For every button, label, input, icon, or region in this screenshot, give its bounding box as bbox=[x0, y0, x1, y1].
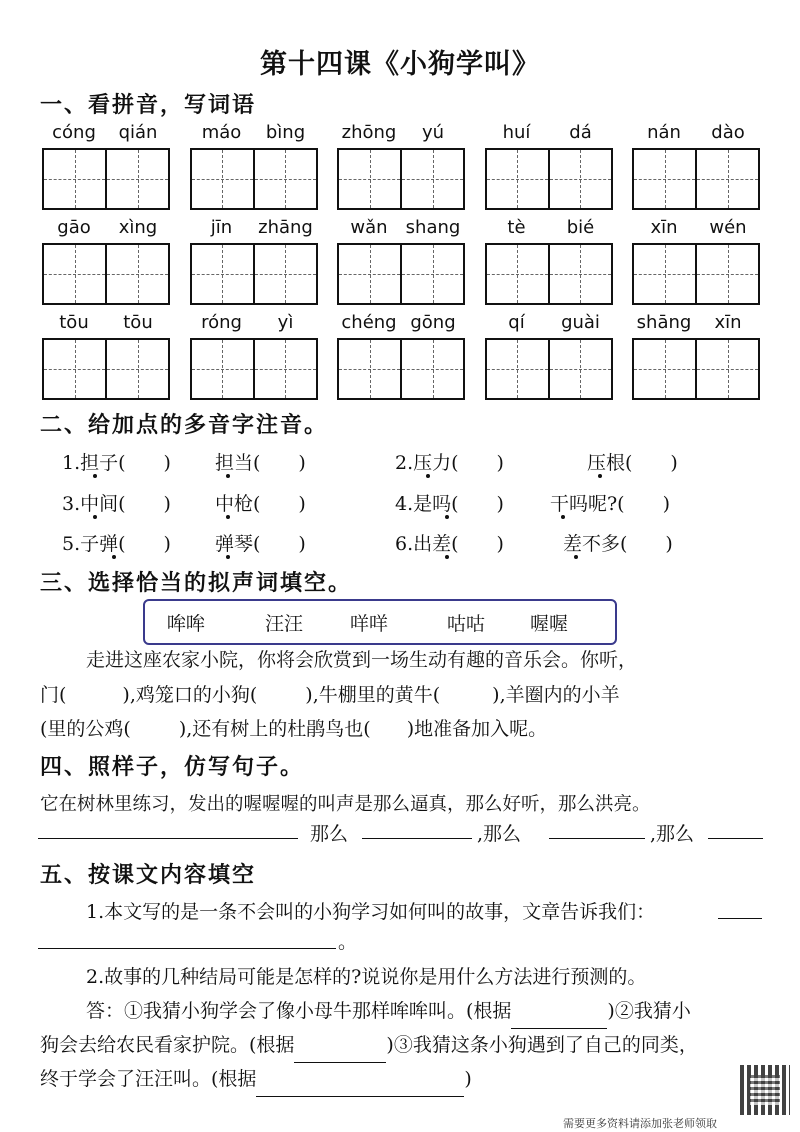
pinyin: róng bbox=[201, 312, 242, 333]
answer-line-1 bbox=[86, 994, 786, 1029]
word-cell bbox=[337, 308, 465, 400]
word-cell bbox=[190, 308, 318, 400]
writing-box[interactable] bbox=[44, 245, 105, 303]
word-cell bbox=[337, 118, 465, 210]
emphasis-dot bbox=[226, 515, 230, 519]
pinyin: shang bbox=[405, 217, 461, 238]
text: (里的公鸡( bbox=[40, 718, 131, 740]
poly-item: 2.压力( ) bbox=[395, 452, 504, 474]
writing-box[interactable] bbox=[339, 150, 400, 208]
footer-note: 需要更多资料请添加张老师领取 bbox=[563, 1117, 717, 1130]
answer-line-3 bbox=[40, 1062, 770, 1097]
emphasis-dot bbox=[93, 474, 97, 478]
pinyin: gāo bbox=[57, 217, 91, 238]
section-5-heading: 五、按课文内容填空 bbox=[40, 863, 257, 888]
answer-line[interactable] bbox=[708, 838, 763, 839]
answer-line[interactable] bbox=[549, 838, 645, 839]
word-cell bbox=[485, 213, 613, 305]
word-cell bbox=[632, 118, 760, 210]
word-cell bbox=[337, 213, 465, 305]
text: ) bbox=[464, 1068, 472, 1090]
blank[interactable] bbox=[511, 1006, 607, 1029]
pinyin: tè bbox=[507, 217, 526, 238]
pinyin: huí bbox=[502, 122, 531, 143]
word-cell bbox=[485, 118, 613, 210]
word-cell bbox=[42, 118, 170, 210]
word-cell bbox=[42, 213, 170, 305]
section-2-heading: 二、给加点的多音字注音。 bbox=[40, 413, 329, 438]
text: 终于学会了汪汪叫。(根据 bbox=[40, 1068, 257, 1090]
writing-box[interactable] bbox=[548, 340, 611, 398]
answer-line-2 bbox=[40, 1028, 770, 1063]
pinyin: cóng bbox=[52, 122, 96, 143]
emphasis-dot bbox=[112, 555, 116, 559]
writing-box[interactable] bbox=[105, 340, 168, 398]
pinyin: guài bbox=[561, 312, 600, 333]
text: 答：①我猜小狗学会了像小母牛那样哞哞叫。(根据 bbox=[86, 1000, 512, 1022]
word-option: 喔喔 bbox=[530, 612, 569, 635]
emphasis-dot bbox=[445, 515, 449, 519]
word-option: 哞哞 bbox=[167, 612, 206, 635]
connector-text: 那么 bbox=[310, 823, 349, 845]
section-4-heading: 四、照样子，仿写句子。 bbox=[40, 755, 305, 780]
word-cell bbox=[190, 118, 318, 210]
text: 狗会去给农民看家护院。(根据 bbox=[40, 1034, 295, 1056]
grid-row bbox=[42, 118, 760, 210]
writing-box[interactable] bbox=[695, 340, 758, 398]
writing-box[interactable] bbox=[192, 150, 253, 208]
word-option: 汪汪 bbox=[265, 612, 304, 635]
pinyin: jīn bbox=[210, 217, 233, 238]
word-bank bbox=[143, 599, 617, 645]
grid-row bbox=[42, 308, 760, 400]
pinyin: shāng bbox=[636, 312, 692, 333]
emphasis-dot bbox=[561, 515, 565, 519]
text: ),牛棚里的黄牛( bbox=[305, 684, 441, 706]
passage-line bbox=[40, 678, 770, 713]
emphasis-dot bbox=[598, 474, 602, 478]
pinyin: qí bbox=[508, 312, 525, 333]
blank[interactable] bbox=[256, 1074, 464, 1097]
writing-box[interactable] bbox=[105, 150, 168, 208]
writing-box[interactable] bbox=[339, 245, 400, 303]
pinyin: xīn bbox=[650, 217, 678, 238]
writing-box[interactable] bbox=[253, 340, 316, 398]
period: 。 bbox=[338, 931, 358, 953]
pinyin: wén bbox=[709, 217, 747, 238]
poly-item: 差不多( ) bbox=[563, 533, 673, 555]
passage-line: 走进这座农家小院，你将会欣赏到一场生动有趣的音乐会。你听， bbox=[86, 649, 638, 671]
text: ),还有树上的杜鹃鸟也( bbox=[178, 718, 371, 740]
poly-item: 4.是吗( ) bbox=[395, 493, 504, 515]
word-option: 咩咩 bbox=[350, 612, 389, 635]
emphasis-dot bbox=[226, 474, 230, 478]
pinyin: nán bbox=[647, 122, 681, 143]
pinyin: gōng bbox=[410, 312, 456, 333]
poly-item: 中枪( ) bbox=[215, 493, 306, 515]
answer-line[interactable] bbox=[362, 838, 472, 839]
writing-box[interactable] bbox=[400, 340, 463, 398]
pinyin: chéng bbox=[341, 312, 397, 333]
word-cell bbox=[190, 213, 318, 305]
answer-line[interactable] bbox=[38, 838, 298, 839]
text: )地准备加入呢。 bbox=[406, 718, 548, 740]
pinyin: zhōng bbox=[341, 122, 397, 143]
section-3-heading: 三、选择恰当的拟声词填空。 bbox=[40, 571, 353, 596]
pinyin: qián bbox=[118, 122, 158, 143]
connector-text: ,那么 bbox=[477, 823, 522, 845]
answer-line[interactable] bbox=[718, 918, 762, 919]
text: )②我猜小 bbox=[607, 1000, 691, 1022]
word-option: 咕咕 bbox=[447, 612, 486, 635]
pinyin: tōu bbox=[59, 312, 89, 333]
writing-box[interactable] bbox=[44, 340, 105, 398]
text: ),羊圈内的小羊 bbox=[492, 684, 620, 706]
qr-code-icon bbox=[740, 1065, 790, 1115]
pinyin: tōu bbox=[123, 312, 153, 333]
pinyin: zhāng bbox=[258, 217, 313, 238]
connector-text: ,那么 bbox=[650, 823, 695, 845]
word-cell bbox=[42, 308, 170, 400]
writing-box[interactable] bbox=[695, 245, 758, 303]
pinyin-grid bbox=[42, 118, 760, 403]
poly-item: 干吗呢?( ) bbox=[550, 493, 671, 515]
word-cell bbox=[485, 308, 613, 400]
writing-box[interactable] bbox=[548, 245, 611, 303]
pinyin: yì bbox=[277, 312, 294, 333]
answer-line[interactable] bbox=[38, 948, 336, 949]
writing-box[interactable] bbox=[548, 150, 611, 208]
writing-box[interactable] bbox=[400, 245, 463, 303]
pinyin: xīn bbox=[714, 312, 742, 333]
poly-item: 压根( ) bbox=[587, 452, 678, 474]
writing-box[interactable] bbox=[339, 340, 400, 398]
poly-item: 弹琴( ) bbox=[215, 533, 306, 555]
poly-item: 1.担子( ) bbox=[62, 452, 171, 474]
text: ),鸡笼口的小狗( bbox=[122, 684, 258, 706]
blank[interactable] bbox=[294, 1040, 386, 1063]
pinyin: bìng bbox=[265, 122, 306, 143]
text: 门( bbox=[40, 684, 67, 706]
pinyin: wǎn bbox=[350, 217, 388, 238]
pinyin: yú bbox=[421, 122, 445, 143]
example-sentence: 它在树林里练习，发出的喔喔喔的叫声是那么逼真，那么好听，那么洪亮。 bbox=[40, 794, 651, 815]
passage-line bbox=[40, 712, 770, 747]
writing-box[interactable] bbox=[634, 150, 695, 208]
section-1-heading: 一、看拼音，写词语 bbox=[40, 93, 257, 118]
pinyin: bié bbox=[566, 217, 595, 238]
poly-item: 6.出差( ) bbox=[395, 533, 504, 555]
pinyin: dá bbox=[569, 122, 592, 143]
poly-item: 担当( ) bbox=[215, 452, 306, 474]
poly-item: 3.中间( ) bbox=[62, 493, 171, 515]
text: )③我猜这条小狗遇到了自己的同类， bbox=[386, 1034, 698, 1056]
pinyin: dào bbox=[711, 122, 745, 143]
writing-box[interactable] bbox=[105, 245, 168, 303]
writing-box[interactable] bbox=[695, 150, 758, 208]
emphasis-dot bbox=[226, 555, 230, 559]
emphasis-dot bbox=[574, 555, 578, 559]
writing-box[interactable] bbox=[253, 245, 316, 303]
writing-box[interactable] bbox=[634, 245, 695, 303]
poly-item: 5.子弹( ) bbox=[62, 533, 171, 555]
emphasis-dot bbox=[445, 555, 449, 559]
writing-box[interactable] bbox=[487, 245, 548, 303]
pinyin: xìng bbox=[118, 217, 158, 238]
writing-box[interactable] bbox=[253, 150, 316, 208]
writing-box[interactable] bbox=[400, 150, 463, 208]
writing-box[interactable] bbox=[192, 245, 253, 303]
writing-box[interactable] bbox=[44, 150, 105, 208]
emphasis-dot bbox=[93, 515, 97, 519]
pinyin: máo bbox=[201, 122, 242, 143]
writing-box[interactable] bbox=[487, 340, 548, 398]
page-title: 第十四课《小狗学叫》 bbox=[260, 49, 540, 80]
writing-box[interactable] bbox=[634, 340, 695, 398]
writing-box[interactable] bbox=[487, 150, 548, 208]
writing-box[interactable] bbox=[192, 340, 253, 398]
grid-row bbox=[42, 213, 760, 305]
word-cell bbox=[632, 308, 760, 400]
question-1: 1.本文写的是一条不会叫的小狗学习如何叫的故事，文章告诉我们： bbox=[86, 901, 656, 923]
question-2: 2.故事的几种结局可能是怎样的?说说你是用什么方法进行预测的。 bbox=[86, 966, 647, 988]
emphasis-dot bbox=[426, 474, 430, 478]
word-cell bbox=[632, 213, 760, 305]
